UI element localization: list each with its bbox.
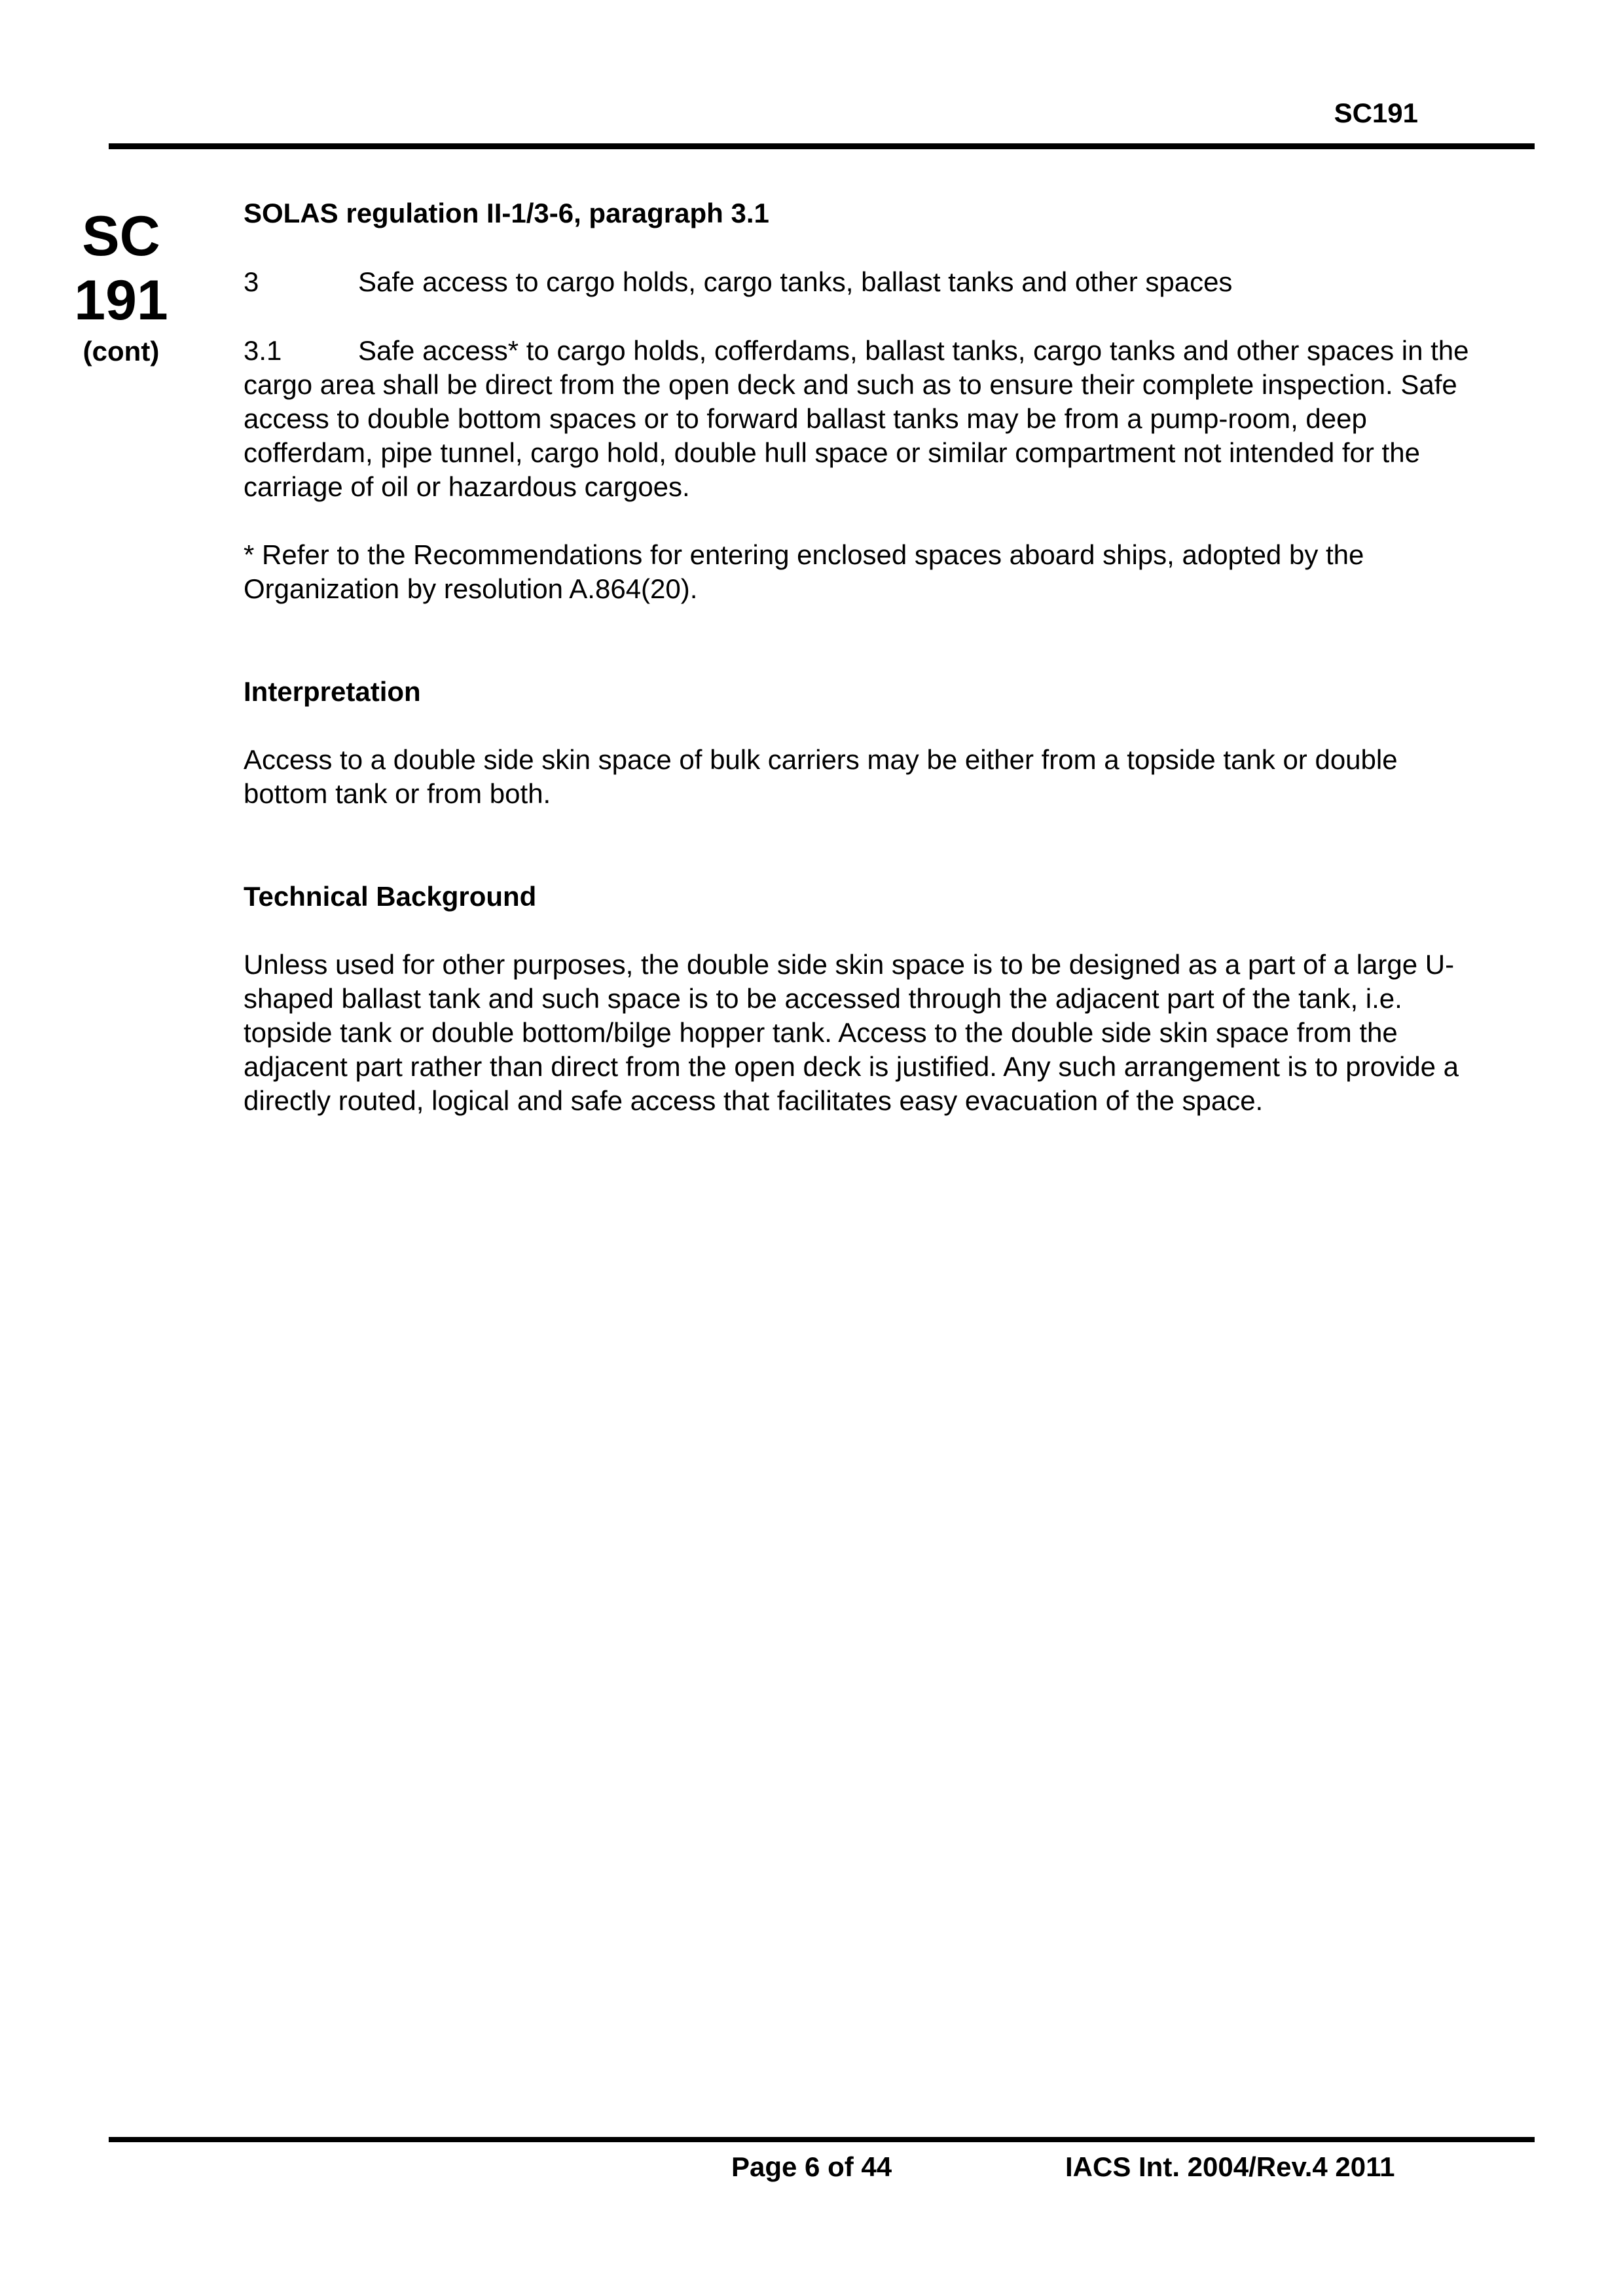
margin-cont: (cont) xyxy=(82,336,160,367)
item-3-1-text: Safe access* to cargo holds, cofferdams, ballast tanks, cargo tanks and other spaces in the cargo area shall be direct from the open deck and such as to ensure their complete inspection. Safe access to double bottom spaces or to forward ballast tanks may be from a pump-room, deep cofferdam, pipe tunnel, cargo hold, double hull space or similar compartment not intended for the carriage of oil or hazardous cargoes. xyxy=(244,335,1469,502)
item-3-1-number: 3.1 xyxy=(244,335,282,366)
main-content xyxy=(244,196,1474,1118)
interpretation-heading: Interpretation xyxy=(244,676,421,707)
footnote: * Refer to the Recommendations for entering enclosed spaces aboard ships, adopted by the Organization by resolution A.864(20). xyxy=(244,539,1364,604)
background-heading: Technical Background xyxy=(244,881,537,912)
footer-rule xyxy=(109,2137,1535,2142)
regulation-title: SOLAS regulation II-1/3-6, paragraph 3.1 xyxy=(244,198,769,228)
interpretation-text: Access to a double side skin space of bulk carriers may be either from a topside tank or double bottom tank or from both. xyxy=(244,744,1398,809)
page-number: Page 6 of 44 xyxy=(731,2151,892,2182)
header-document-code: SC191 xyxy=(1334,98,1418,128)
item-3-1 xyxy=(244,334,1474,504)
item-3-number: 3 xyxy=(244,266,259,297)
margin-sc: SC xyxy=(82,205,160,268)
background-text: Unless used for other purposes, the double side skin space is to be designed as a part of a large U-shaped ballast tank and such space is to be accessed through the adjacent part of the tank, i.e. topside tank or double bottom/bilge hopper tank. Access to the double side skin space from the adjacent part rather than direct from the open deck is justified. Any such arrangement is to provide a directly routed, logical and safe access that facilitates easy evacuation of the space. xyxy=(244,949,1459,1116)
header-rule xyxy=(109,143,1535,149)
margin-tag xyxy=(65,204,177,369)
margin-number: 191 xyxy=(74,269,168,332)
item-3 xyxy=(244,265,1474,299)
item-3-text: Safe access to cargo holds, cargo tanks, ballast tanks and other spaces xyxy=(358,266,1233,297)
footer-reference: IACS Int. 2004/Rev.4 2011 xyxy=(1065,2151,1395,2182)
